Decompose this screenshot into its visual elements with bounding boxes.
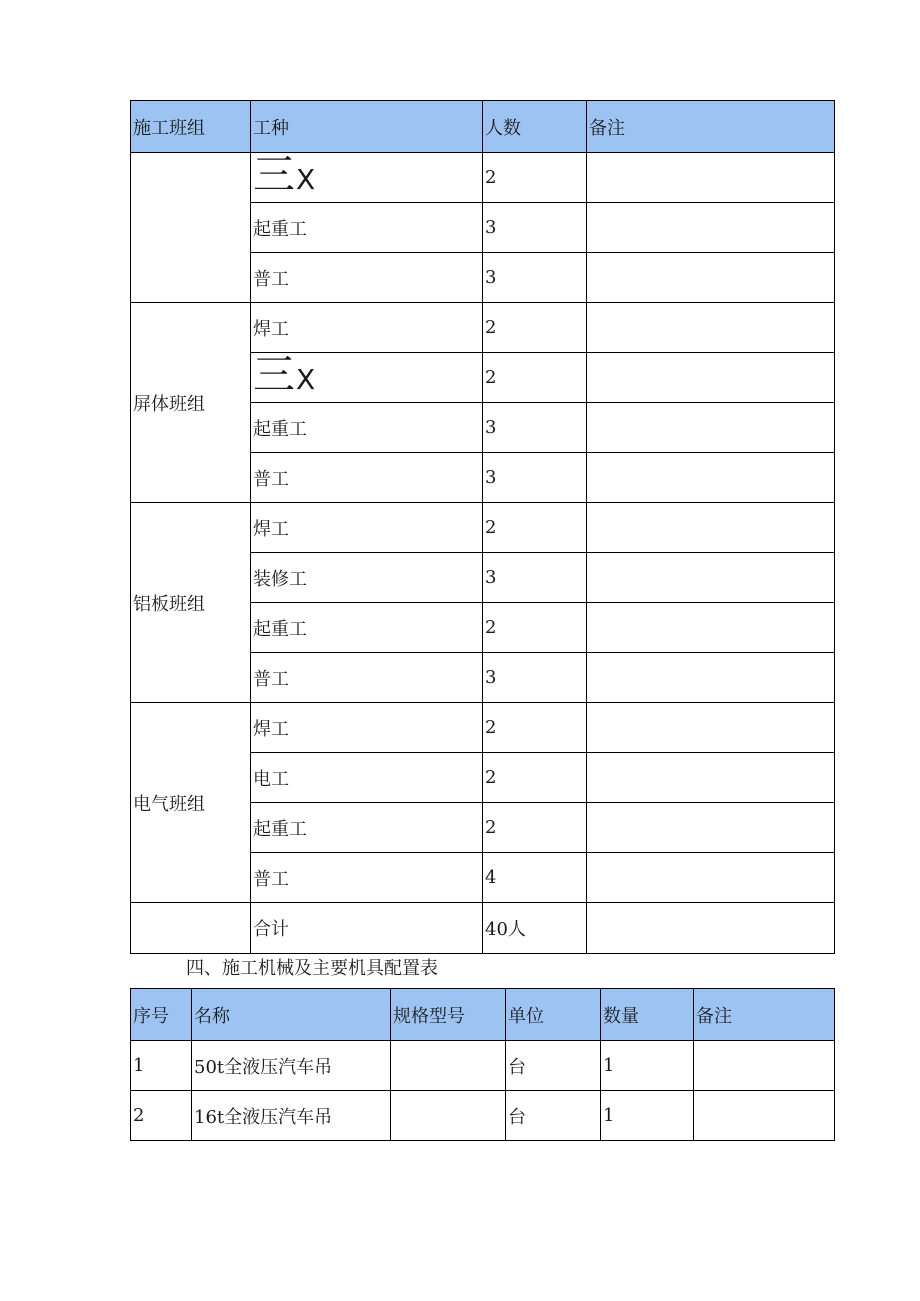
- count-cell: 3: [483, 253, 587, 303]
- qty-cell: 1: [601, 1041, 694, 1091]
- team-name-cell: 电气班组: [131, 703, 251, 903]
- unit-cell: 台: [506, 1091, 601, 1141]
- remarks-cell: [587, 853, 835, 903]
- crew-table-header: [131, 101, 835, 153]
- equipment-table: [130, 988, 835, 1141]
- count-cell: 2: [483, 153, 587, 203]
- table-row: [131, 303, 835, 353]
- trade-cell: 起重工: [251, 403, 483, 453]
- table-row: [131, 1091, 835, 1141]
- count-cell: 2: [483, 703, 587, 753]
- remarks-cell: [587, 253, 835, 303]
- qty-cell: 1: [601, 1091, 694, 1141]
- count-cell: 2: [483, 503, 587, 553]
- header-unit: 单位: [506, 989, 601, 1041]
- remarks-cell: [694, 1091, 835, 1141]
- trade-glyph: 三: [253, 150, 297, 199]
- header-count: 人数: [483, 101, 587, 153]
- section-heading: 四、施工机械及主要机具配置表: [186, 958, 438, 979]
- count-cell: 2: [483, 303, 587, 353]
- name-cell: 50t全液压汽车吊: [192, 1041, 391, 1091]
- remarks-cell: [587, 353, 835, 403]
- header-remarks: 备注: [587, 101, 835, 153]
- header-spec: 规格型号: [391, 989, 506, 1041]
- trade-cell: 起重工: [251, 203, 483, 253]
- header-remarks: 备注: [694, 989, 835, 1041]
- trade-cell: 焊工: [251, 503, 483, 553]
- crew-allocation-table: [130, 100, 835, 954]
- header-no: 序号: [131, 989, 192, 1041]
- remarks-cell: [587, 453, 835, 503]
- remarks-cell: [587, 603, 835, 653]
- remarks-cell: [587, 753, 835, 803]
- remarks-cell: [587, 403, 835, 453]
- table-row: [131, 503, 835, 553]
- remarks-cell: [587, 703, 835, 753]
- count-cell: 4: [483, 853, 587, 903]
- count-cell: 2: [483, 603, 587, 653]
- count-cell: 2: [483, 803, 587, 853]
- trade-cell: [251, 350, 483, 403]
- no-cell: 1: [131, 1041, 192, 1091]
- remarks-cell: [587, 903, 835, 954]
- header-trade: 工种: [251, 101, 483, 153]
- trade-cell: 普工: [251, 653, 483, 703]
- name-cell: 16t全液压汽车吊: [192, 1091, 391, 1141]
- team-name-cell: [131, 153, 251, 303]
- trade-cell: 焊工: [251, 703, 483, 753]
- count-cell: 2: [483, 353, 587, 403]
- no-cell: 2: [131, 1091, 192, 1141]
- remarks-cell: [587, 653, 835, 703]
- header-team: 施工班组: [131, 101, 251, 153]
- count-cell: 3: [483, 203, 587, 253]
- remarks-cell: [587, 503, 835, 553]
- table-row: [131, 153, 835, 203]
- team-name-cell: 铝板班组: [131, 503, 251, 703]
- total-row: [131, 903, 835, 954]
- trade-cell: 焊工: [251, 303, 483, 353]
- total-label: 合计: [251, 903, 483, 954]
- trade-cell: 起重工: [251, 803, 483, 853]
- trade-cell: 普工: [251, 853, 483, 903]
- remarks-cell: [587, 153, 835, 203]
- trade-suffix: X: [296, 163, 317, 196]
- trade-cell: 电工: [251, 753, 483, 803]
- remarks-cell: [587, 553, 835, 603]
- spec-cell: [391, 1091, 506, 1141]
- trade-cell: 装修工: [251, 553, 483, 603]
- team-name-cell: 屏体班组: [131, 303, 251, 503]
- remarks-cell: [587, 203, 835, 253]
- remarks-cell: [587, 303, 835, 353]
- header-name: 名称: [192, 989, 391, 1041]
- remarks-cell: [587, 803, 835, 853]
- count-cell: 3: [483, 553, 587, 603]
- trade-cell: 普工: [251, 453, 483, 503]
- trade-cell: 普工: [251, 253, 483, 303]
- table-row: [131, 703, 835, 753]
- count-cell: 3: [483, 403, 587, 453]
- trade-suffix: X: [296, 363, 317, 396]
- remarks-cell: [694, 1041, 835, 1091]
- unit-cell: 台: [506, 1041, 601, 1091]
- spec-cell: [391, 1041, 506, 1091]
- total-count: 40人: [483, 903, 587, 954]
- count-cell: 3: [483, 653, 587, 703]
- count-cell: 3: [483, 453, 587, 503]
- trade-cell: 起重工: [251, 603, 483, 653]
- equipment-table-header: [131, 989, 835, 1041]
- table-row: [131, 1041, 835, 1091]
- team-name-cell: [131, 903, 251, 954]
- trade-cell: [251, 150, 483, 203]
- header-qty: 数量: [601, 989, 694, 1041]
- trade-glyph: 三: [253, 350, 297, 399]
- count-cell: 2: [483, 753, 587, 803]
